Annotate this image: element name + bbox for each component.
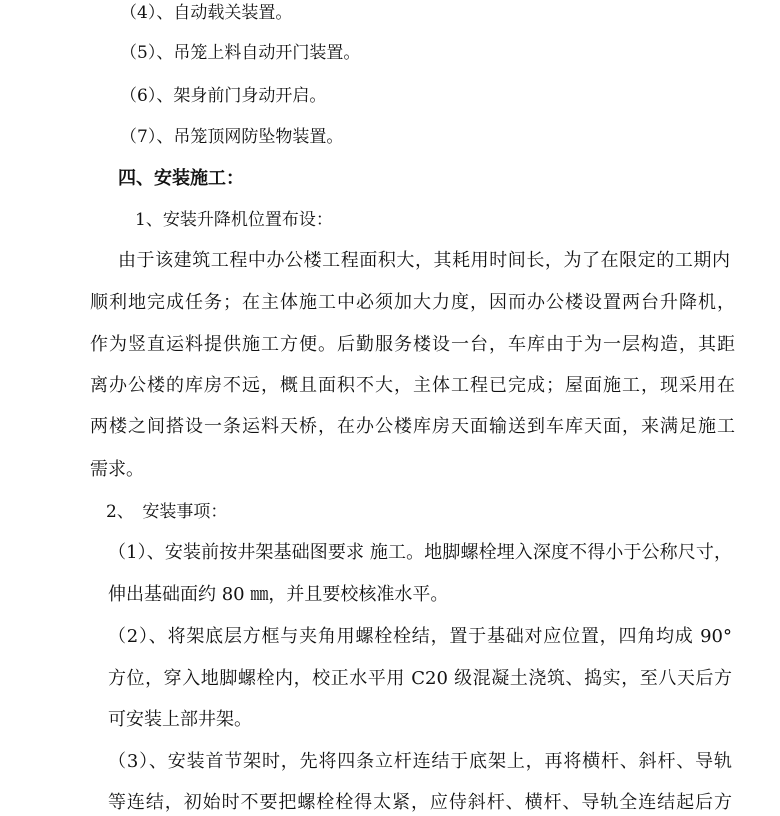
list-item-5: （5）、吊笼上料自动开门装置。 <box>120 43 361 63</box>
item-1-line: 伸出基础面约 80 ㎜，并且要校核准水平。 <box>108 584 449 605</box>
subheading-install-position: 1、安装升降机位置布设： <box>135 210 333 230</box>
item-3-line: （3）、安装首节架时，先将四条立杆连结于底架上，再将横杆、斜杆、导轨 <box>108 751 732 772</box>
list-item-6: （6）、架身前门身动开启。 <box>120 86 327 106</box>
paragraph-line: 由于该建筑工程中办公楼工程面积大，其耗用时间长，为了在限定的工期内 <box>118 250 730 271</box>
section-heading: 四、安装施工： <box>118 168 244 189</box>
item-2-line: 可安装上部井架。 <box>108 709 252 730</box>
list-item-7: （7）、吊笼顶网防坠物装置。 <box>120 127 344 147</box>
paragraph-line: 顺利地完成任务；在主体施工中必须加大力度，因而办公楼设置两台升降机， <box>90 292 735 313</box>
list-item-4: （4）、自动载关装置。 <box>120 3 293 23</box>
paragraph-line: 需求。 <box>90 459 144 480</box>
item-1-line: （1）、安装前按井架基础图要求 施工。地脚螺栓埋入深度不得小于公称尺寸， <box>108 542 732 563</box>
paragraph-line: 两楼之间搭设一条运料天桥，在办公楼库房天面输送到车库天面，来满足施工 <box>90 416 735 437</box>
paragraph-line: 离办公楼的库房不远，概且面积不大，主体工程已完成；屋面施工，现采用在 <box>90 375 735 396</box>
paragraph-line: 作为竖直运料提供施工方便。后勤服务楼设一台，车库由于为一层构造，其距 <box>90 334 735 355</box>
item-2-line: 方位，穿入地脚螺栓内，校正水平用 C20 级混凝土浇筑、捣实，至八天后方 <box>108 668 732 689</box>
subheading-install-notes: 2、 安装事项： <box>106 502 228 522</box>
item-3-line: 等连结，初始时不要把螺栓栓得太紧，应侍斜杆、横杆、导轨全连结起后方 <box>108 792 732 813</box>
item-2-line: （2）、将架底层方框与夹角用螺栓栓结，置于基础对应位置，四角均成 90° <box>108 626 732 647</box>
